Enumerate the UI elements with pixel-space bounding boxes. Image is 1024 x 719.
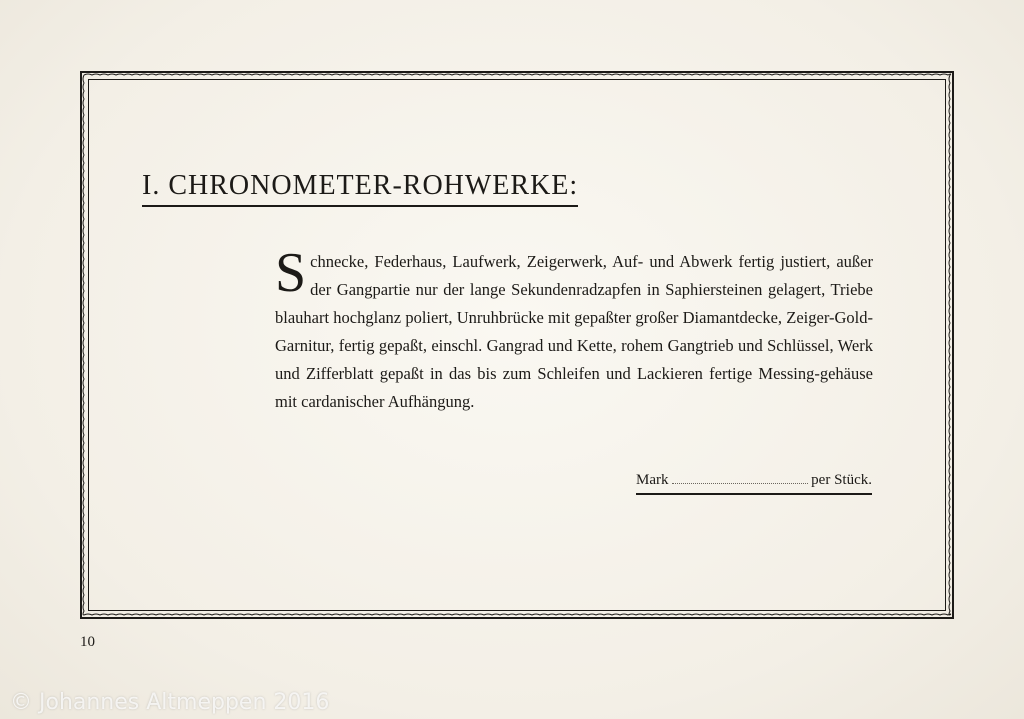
page-number: 10	[80, 634, 95, 650]
drop-cap: S	[275, 242, 307, 304]
price-unit-label: per Stück.	[811, 472, 872, 488]
description-paragraph	[275, 242, 873, 416]
price-currency-label: Mark	[636, 472, 669, 488]
section-heading: I. CHRONOMETER-ROHWERKE:	[142, 170, 578, 207]
price-blank	[672, 473, 809, 484]
description-text: chnecke, Federhaus, Laufwerk, Zeigerwerk, Auf- und Abwerk fertig justiert, außer der Gangpartie nur der lange Sekundenradzapfen in Saphiersteinen gelagert, Triebe blauhart hochglanz poliert, Unruhbrücke mit gepaßter großer Diamantdecke, Zeiger-Gold-Garnitur, fertig gepaßt, einschl. Gangrad und Kette, rohem Gangtrieb und Schlüssel, Werk und Zifferblatt gepaßt in das bis zum Schleifen und Lackieren fertige Messing-gehäuse mit cardanischer Aufhängung.	[275, 252, 873, 411]
price-line	[636, 472, 872, 495]
copyright-watermark: © Johannes Altmeppen 2016	[10, 690, 330, 715]
